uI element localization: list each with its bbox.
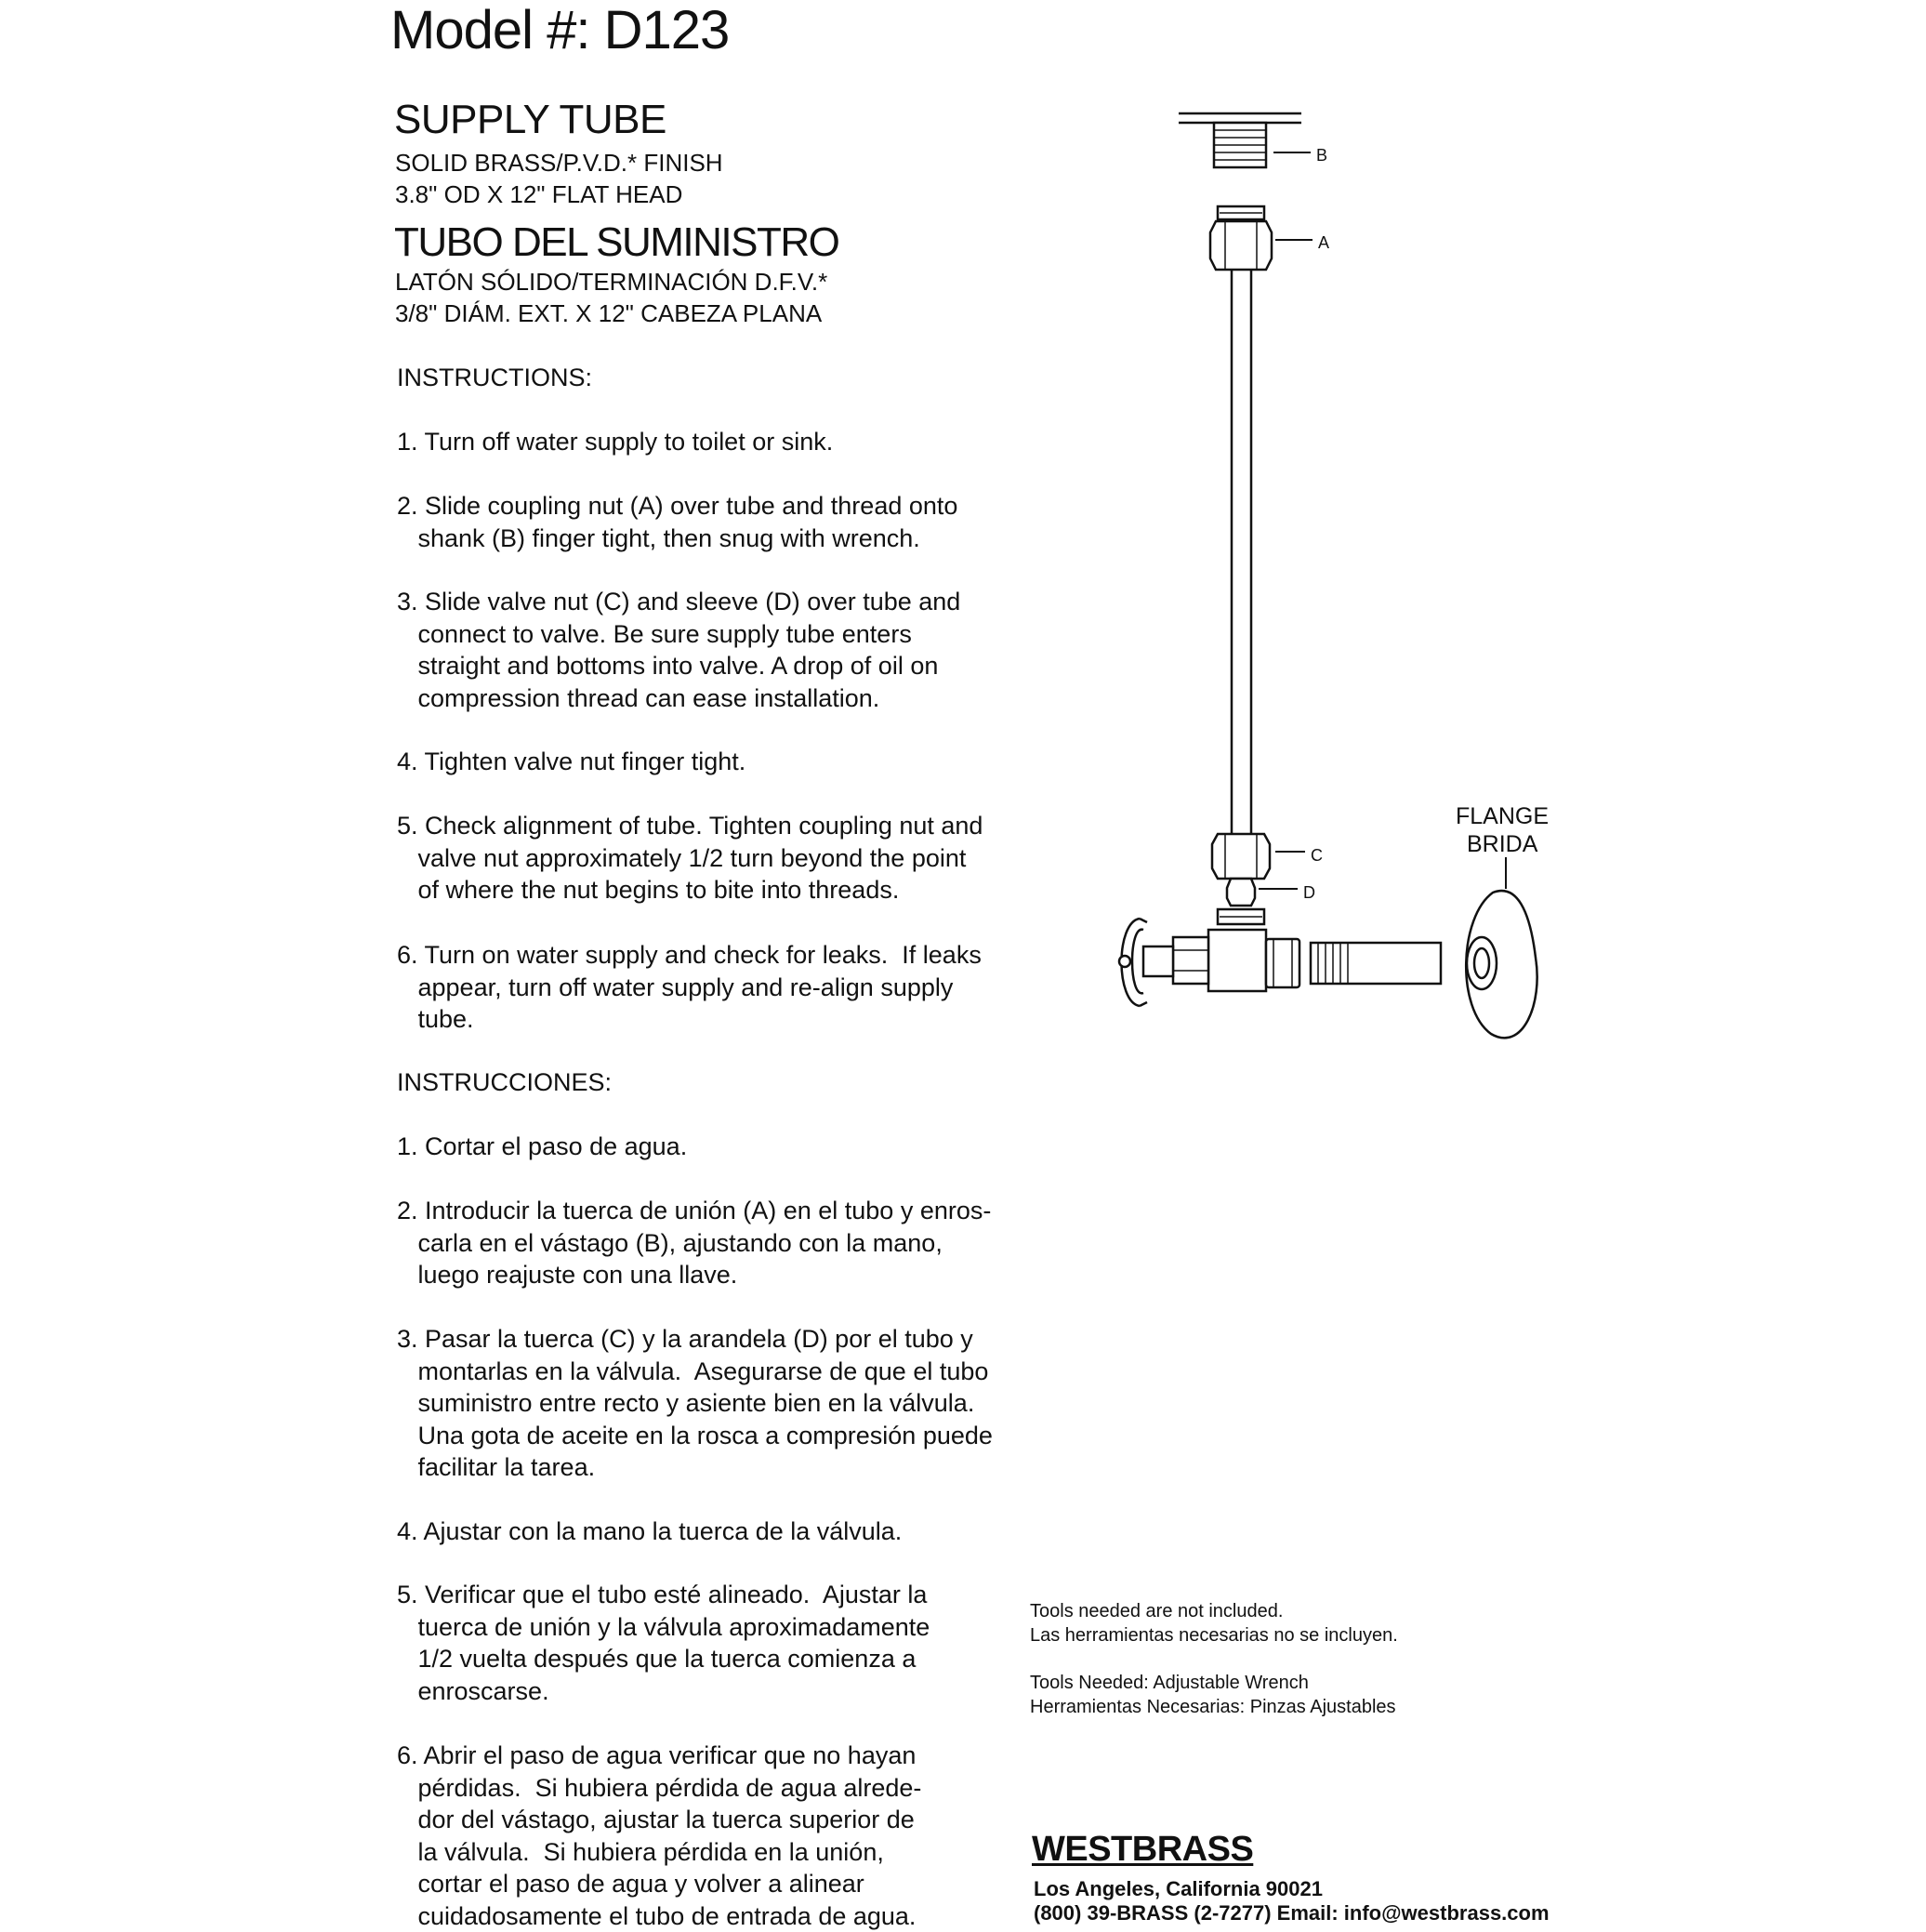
- model-number: Model #: D123: [390, 0, 730, 60]
- label-c: C: [1311, 846, 1323, 865]
- instruction-step-es: 5. Verificar que el tubo esté alineado. Ajustar la tuerca de unión y la válvula aproximadamente 1/2 vuelta después que la tuerca comienza a enroscarse.: [397, 1581, 930, 1705]
- flange: [1466, 857, 1537, 1038]
- tools-not-included-en: Tools needed are not included.: [1030, 1601, 1284, 1621]
- tools-needed-en: Tools Needed: Adjustable Wrench: [1030, 1673, 1309, 1693]
- product-title-en: SUPPLY TUBE: [394, 97, 666, 142]
- angle-stop-valve: [1119, 909, 1299, 1006]
- supply-tube-diagram: [1097, 93, 1580, 1060]
- product-title-es: TUBO DEL SUMINISTRO: [394, 219, 839, 265]
- product-size-es: 3/8" DIÁM. EXT. X 12" CABEZA PLANA: [395, 299, 823, 327]
- product-size-en: 3.8" OD X 12" FLAT HEAD: [395, 180, 683, 208]
- flange-label-es: BRIDA: [1467, 831, 1538, 857]
- threaded-nipple: [1311, 943, 1441, 984]
- coupling-nut-a: [1210, 206, 1313, 270]
- instructions-heading-en: INSTRUCTIONS:: [397, 364, 593, 391]
- flange-label-en: FLANGE: [1456, 803, 1550, 829]
- instruction-step-en: 5. Check alignment of tube. Tighten coupling nut and valve nut approximately 1/2 turn beyond the point of where the nut begins to bite into threads.: [397, 812, 983, 904]
- instructions-heading-es: INSTRUCCIONES:: [397, 1068, 613, 1096]
- company-contact: (800) 39-BRASS (2-7277) Email: info@westbrass.com: [1034, 1901, 1550, 1925]
- label-d: D: [1303, 883, 1315, 902]
- instruction-step-en: 6. Turn on water supply and check for leaks. If leaks appear, turn off water supply and re-align supply tube.: [397, 941, 982, 1033]
- instruction-step-es: 6. Abrir el paso de agua verificar que no hayan pérdidas. Si hubiera pérdida de agua alrede- dor del vástago, ajustar la tuerca superior de la válvula. Si hubiera pérdida en la unión, cortar el paso de agua y volver a alinear cuidadosamente el tubo de entrada de agua.: [397, 1741, 922, 1930]
- label-a: A: [1318, 233, 1330, 252]
- sleeve-d: [1227, 879, 1298, 906]
- product-finish-en: SOLID BRASS/P.V.D.* FINISH: [395, 149, 723, 177]
- instruction-step-es: 4. Ajustar con la mano la tuerca de la válvula.: [397, 1517, 903, 1545]
- shank-b: [1179, 113, 1311, 167]
- supply-tube: [1232, 270, 1251, 834]
- tools-not-included-es: Las herramientas necesarias no se incluyen.: [1030, 1625, 1398, 1646]
- westbrass-logo: WESTBRASS: [1032, 1830, 1254, 1869]
- valve-nut-c: [1212, 834, 1305, 879]
- instruction-step-en: 4. Tighten valve nut finger tight.: [397, 748, 746, 775]
- label-b: B: [1316, 146, 1328, 165]
- product-finish-es: LATÓN SÓLIDO/TERMINACIÓN D.F.V.*: [395, 268, 828, 296]
- instruction-step-es: 1. Cortar el paso de agua.: [397, 1132, 688, 1160]
- instruction-step-es: 3. Pasar la tuerca (C) y la arandela (D) por el tubo y montarlas en la válvula. Asegurarse de que el tubo suministro entre recto y asiente bien en la válvula. Una gota de aceite en la rosca a compresión puede facilitar la tarea.: [397, 1325, 993, 1481]
- instruction-step-es: 2. Introducir la tuerca de unión (A) en el tubo y enros- carla en el vástago (B), ajustando con la mano, luego reajuste con una llave.: [397, 1197, 992, 1289]
- instruction-step-en: 3. Slide valve nut (C) and sleeve (D) over tube and connect to valve. Be sure supply tube enters straight and bottoms into valve. A drop of oil on compression thread can ease installation.: [397, 588, 961, 712]
- tools-needed-es: Herramientas Necesarias: Pinzas Ajustables: [1030, 1697, 1396, 1717]
- instruction-step-en: 1. Turn off water supply to toilet or sink.: [397, 428, 834, 456]
- instruction-step-en: 2. Slide coupling nut (A) over tube and thread onto shank (B) finger tight, then snug with wrench.: [397, 492, 958, 552]
- company-location: Los Angeles, California 90021: [1034, 1877, 1323, 1900]
